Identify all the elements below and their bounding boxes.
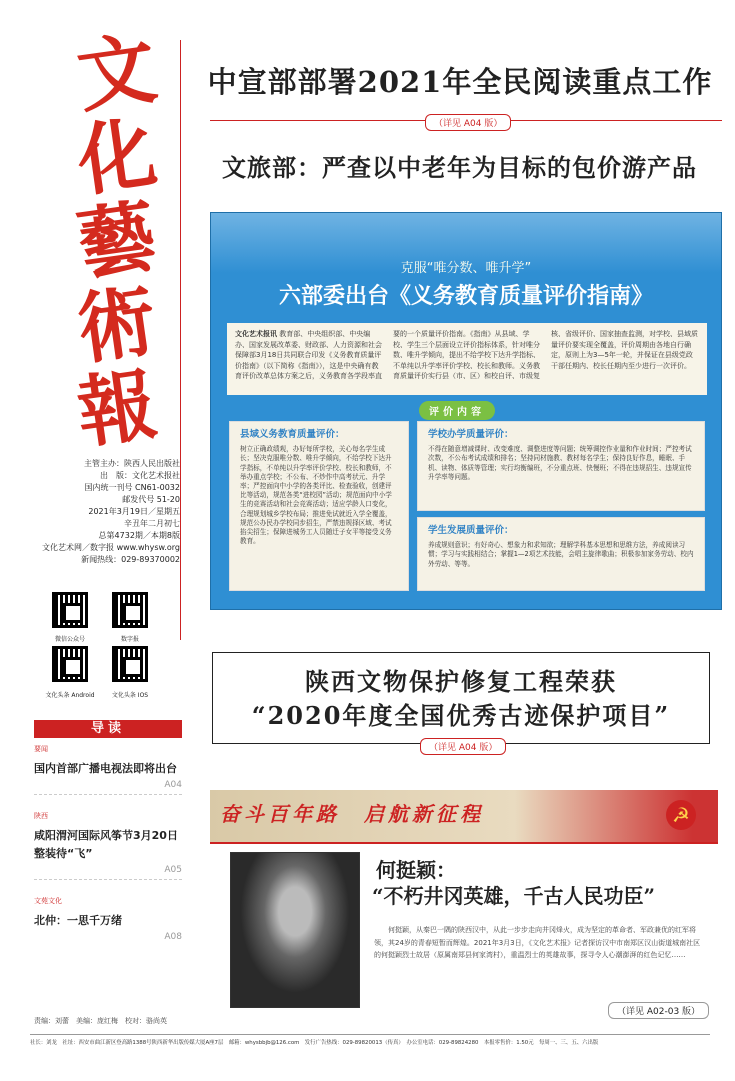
graphic-body <box>227 323 707 395</box>
portrait-photo <box>230 852 360 1008</box>
banner-title: 奋斗百年路 启航新征程 <box>220 802 484 826</box>
masthead-char: 化 <box>71 107 162 208</box>
info-line: 主管主办：陕西人民出版社 <box>84 459 180 468</box>
footer: 社长：刘龙 社址：西安市曲江新区登高路1388号陕西新华出版传媒大厦A座7层 邮箱：whysbbjb@126.com 发行广告热线：029-89820013（传真） 办公室电话：029-89824280 本报零售价：1.50元 每周一、三、五、六出版 <box>30 1034 710 1046</box>
qr-label: 数字报 <box>120 636 139 643</box>
masthead-char: 報 <box>71 359 162 460</box>
qr-code-icon <box>112 646 148 682</box>
qr-ios[interactable] <box>112 646 148 682</box>
graphic-subtitle: 克服“唯分数、唯升学” <box>400 261 532 276</box>
heritage-title-line: 陕西文物保护修复工程荣获 <box>305 667 617 696</box>
publication-info <box>34 458 180 566</box>
card-title: 县域义务教育质量评价： <box>240 429 345 440</box>
qr-wechat[interactable] <box>52 592 88 628</box>
masthead-char: 藝 <box>71 191 162 292</box>
see-page-link[interactable]: （详见 A04 版） <box>420 738 506 755</box>
guide-page: A08 <box>164 932 182 942</box>
card-text: 养成规则意识；有好奇心、想象力和求知欲；理解学科基本思想和思维方法，养成阅读习惯；学习与实践相结合；掌握1—2项艺术技能，会唱主旋律歌曲；积极参加家务劳动、校内外劳动、等等。 <box>428 541 694 568</box>
guide-heading: 导读 <box>34 720 182 738</box>
info-line: 新闻热线：029-89370002 <box>81 555 180 564</box>
heritage-box[interactable] <box>212 652 710 744</box>
evaluation-badge: 评价内容 <box>419 401 495 420</box>
divider <box>34 879 182 880</box>
hero-body: 何挺颖，从秦巴一隅的陕西汉中，从此一步步走向井冈烽火，成为坚定的革命者、军政兼优的红军将领，其24岁的青春短暂而辉煌。2021年3月3日，《文化艺术报》记者探访汉中市南郑区汉山街道城南社区的何挺颖烈士故居（原属南郑县何家湾村），重温烈士的英雄故事，探寻令人心潮澎湃的红色记忆…… <box>374 926 701 959</box>
guide-tag: 陕西 <box>34 812 48 820</box>
info-line: 总第4732期／本期8版 <box>98 531 180 540</box>
qr-label: 文化头条 IOS <box>111 692 149 699</box>
guide-tag: 要闻 <box>34 745 48 753</box>
party-emblem-icon: ☭ <box>666 800 696 830</box>
masthead-char: 文 <box>71 23 162 124</box>
divider <box>34 794 182 795</box>
qr-android[interactable] <box>52 646 88 682</box>
info-line: 2021年3月19日／星期五 <box>88 507 180 516</box>
editors-credit: 责编：刘蕾 美编：庞红梅 校对：骆尚英 <box>34 1017 167 1025</box>
qr-code-icon <box>52 646 88 682</box>
info-line: 出 版：文化艺术报社 <box>100 471 180 480</box>
card-text: 不得在随意增减课时、改变难度、调整进度等问题；统筹调控作业量和作业时间；严控考试次数，不公布考试成绩和排名；坚持同材施教、教材每名学生；保持良好作息，睡眠、手机、读物、体质等管理；实行均衡编班，不分重点班、快慢班；不得在违规招生、违规宣传升学率等问题。 <box>428 445 692 481</box>
divider <box>180 40 181 640</box>
card-student <box>417 517 705 591</box>
body-lead: 文化艺术报讯 <box>235 330 277 338</box>
card-title: 学生发展质量评价： <box>428 525 514 536</box>
heritage-title-line: “2020年度全国优秀古迹保护项目” <box>251 701 671 730</box>
card-text: 树立正确政绩观，办好每所学校，关心每名学生成长；坚决克服唯分数、唯升学倾向，不给学校下达升学指标，不单纯以升学率评价学校、校长和教师，不举办重点学校；不公布、不炒作中高考状元、升学率；严控面向中小学的各类评比、检查验收，创建评比等活动，规范各类“进校园”活动；规范面向中小学生的竞赛活动和社会竞赛活动；适应学龄人口变化，合理规划城乡学校布局；推进免试就近入学全覆盖，规范公办民办学校同步招生，严禁违规择区域、考试掐尖招生；保障进城务工人员随迁子女平等接受义务教育。 <box>240 445 392 546</box>
qr-label: 微信公众号 <box>54 636 85 643</box>
body-text: 教育部、中央组织部、中央编办、国家发展改革委、财政部、人力资源和社会保障部3月18日共同联合印发《义务教育质量评价指南》（以下简称《指南》），这是中央确有教育评价改革总体方案之后，义务教育各学段率直要的一个质量评价指南。《指南》从县域、学校、学生三个层面设立评价指标体系，针对唯分数、唯升学倾向，提出不给学校下达升学指标、不单纯以升学率评价学校、校长和教师。义务教育质量评价实行县（市、区）和校自评、市级复核、省级评价、国家抽查监测，对学校、县域质量评价要实现全覆盖，评价周期由各地自行确定，原则上为3—5年一轮，并保证在县级党政干部任期内、校长任期内至少进行一次评价。 <box>235 330 698 380</box>
guide-panel <box>34 720 182 942</box>
info-line: 国内统一刊号 CN61-0032 <box>84 483 180 492</box>
masthead-char: 術 <box>71 275 162 376</box>
masthead <box>58 23 176 460</box>
info-line: 邮发代号 51-20 <box>122 495 180 504</box>
guide-title: 咸阳渭河国际风筝节3月20日整装待“飞” <box>34 829 178 860</box>
hero-name[interactable]: 何挺颖： <box>376 858 456 882</box>
qr-code-icon <box>52 592 88 628</box>
info-line: 辛丑年二月初七 <box>124 519 180 528</box>
hero-quote[interactable]: “不朽井冈英雄，千古人民功臣” <box>372 884 656 908</box>
qr-code-icon <box>112 592 148 628</box>
guide-title: 北仲：一思千万绪 <box>34 914 122 927</box>
graphic-title[interactable]: 六部委出台《义务教育质量评价指南》 <box>278 283 653 309</box>
qr-label: 文化头条 Android <box>45 692 95 699</box>
guide-item[interactable] <box>34 896 182 942</box>
headline-1[interactable]: 中宣部部署2021年全民阅读重点工作 <box>207 65 713 99</box>
qr-digital[interactable] <box>112 592 148 628</box>
guide-tag: 文苑文化 <box>34 897 62 905</box>
see-page-link[interactable]: （详见 A04 版） <box>425 114 511 131</box>
guide-item[interactable] <box>34 811 182 880</box>
education-graphic <box>210 212 722 610</box>
feature-banner <box>210 790 718 844</box>
guide-item[interactable] <box>34 744 182 795</box>
guide-page: A05 <box>164 865 182 875</box>
see-page-link[interactable]: （详见 A02-03 版） <box>608 1002 709 1019</box>
card-county <box>229 421 409 591</box>
guide-page: A04 <box>164 780 182 790</box>
card-school <box>417 421 705 511</box>
info-line: 文化艺术网／数字报 www.whysw.org <box>42 543 180 552</box>
headline-2[interactable]: 文旅部：严查以中老年为目标的包价游产品 <box>222 153 697 182</box>
card-title: 学校办学质量评价： <box>428 429 514 440</box>
guide-title: 国内首部广播电视法即将出台 <box>34 762 177 775</box>
